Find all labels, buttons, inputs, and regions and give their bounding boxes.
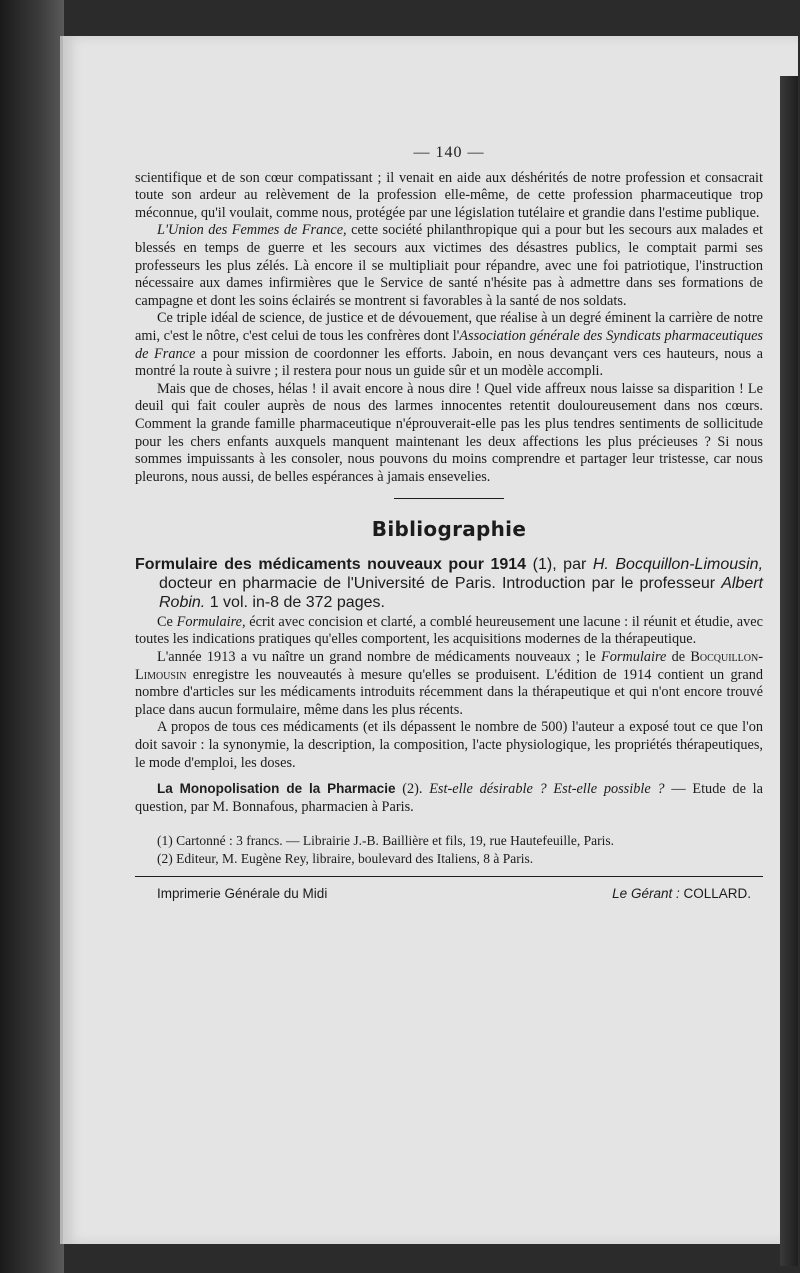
paragraph-3-start: Ce triple idéal de science, de justice et de dévouement, que réalise à un degré éminent la carrière de notre ami, c'est le nôtre, c'est celui de tous les confrères dont l' — [135, 310, 763, 344]
manager-name: COLLARD. — [679, 885, 751, 901]
author-credentials: docteur en pharmacie de l'Université de Paris. Introduction par le professeur — [159, 574, 722, 592]
entry-2-rest: — Etude de la question, par M. Bonnafous, pharmacien à Paris. — [135, 781, 763, 815]
entry-1-paragraph-1 — [135, 614, 763, 649]
paragraph-3 — [135, 310, 763, 380]
para1-a: Ce — [157, 613, 177, 630]
footnotes — [135, 832, 763, 867]
para2-italic: Formulaire — [600, 649, 667, 666]
printer-name: Imprimerie Générale du Midi — [157, 885, 328, 901]
bibliography-entry-2 — [135, 780, 763, 816]
association-italic: Association générale des Syndicats pharmaceutiques de France — [135, 327, 763, 362]
para2-b: de — [666, 649, 691, 666]
manager — [612, 885, 751, 903]
page-edge — [780, 76, 798, 1266]
para2-c: enregistre les nouveautés à mesure qu'elles se produisent. L'édition de 1914 contient un grand nombre d'articles sur les médicaments introduits récemment dans la thérapeutique et qui n'ont encore trouvé place dans aucun formulaire, même dans les plus récents. — [135, 666, 763, 718]
professor-name: Albert Robin. — [159, 574, 763, 611]
bibliography-entry-1-heading — [135, 555, 763, 612]
paragraph-3-end: a pour mission de coordonner les efforts. Jaboin, en nous devançant vers ces hauteurs, nous a montré la route à suivre ; il restera pour nous un guide sûr et un modèle accompli. — [135, 345, 763, 380]
footnote-2: (2) Editeur, M. Eugène Rey, libraire, boulevard des Italiens, 8 à Paris. — [157, 851, 534, 866]
para1-b: écrit avec concision et clarté, a comblé heureusement une lacune : il réunit et étudie, avec toutes les indications pratiques qu'elles comportent, les acquisitions modernes de la thérapeutique. — [135, 613, 763, 648]
para1-italic: Formulaire, — [176, 613, 246, 630]
volume-info: 1 vol. in-8 de 372 pages. — [205, 593, 385, 611]
entry-1-paragraph-3: A propos de tous ces médicaments (et ils dépassent le nombre de 500) l'auteur a exposé tout ce que l'on doit savoir : la synonymie, la description, la composition, l'acte physiologique, les propriétés thérapeutiques, le mode d'emploi, les doses. — [135, 719, 763, 771]
author-small-caps: Bocquillon-Limousin — [135, 649, 763, 683]
manager-label: Le Gérant : — [612, 885, 680, 901]
footnote-1: (1) Cartonné : 3 francs. — Librairie J.-B. Baillière et fils, 19, rue Hautefeuille, Paris. — [157, 833, 614, 849]
formulaire-title: Formulaire des médicaments nouveaux pour 1914 — [135, 555, 527, 573]
entry-1-paragraph-2 — [135, 649, 763, 719]
para2-a: L'année 1913 a vu naître un grand nombre de médicaments nouveaux ; le — [157, 649, 601, 666]
bibliography-title: Bibliographie — [371, 517, 527, 542]
paragraph-1: scientifique et de son cœur compatissant ; il venait en aide aux déshérités de notre profession et consacrait toute son ardeur au relèvement de la profession elle-même, de cette profession pharmaceutique trop méconnue, qu'il voulait, comme nous, protégée par une législation tutélaire et grandie dans l'estime publique. — [135, 169, 763, 221]
paragraph-2 — [135, 222, 763, 310]
paragraph-4: Mais que de choses, hélas ! il avait encore à nous dire ! Quel vide affreux nous laisse sa disparition ! Le deuil qui fait couler auprès de nous des larmes innocentes retentit douloureusement dans nos cœurs. Comment la grande famille pharmaceutique n'éprouverait-elle pas les plus tendres sentiments de sollicitude pour les chers enfants auxquels manquent maintenant les deux affections les plus précieuses ? Si nous sommes impuissants à les consoler, nous pouvons du moins comprendre et partager leur tristesse, car nous pleurons, nous aussi, de belles espérances à jamais ensevelies. — [135, 380, 763, 485]
union-femmes-italic: L'Union des Femmes de France, — [157, 222, 347, 239]
monopolisation-title: La Monopolisation de la Pharmacie — [157, 781, 396, 797]
page-content — [135, 108, 763, 902]
author-name: H. Bocquillon-Limousin, — [592, 555, 764, 573]
page-footer — [135, 877, 763, 903]
by-text: , par — [552, 555, 593, 573]
entry-2-question: Est-elle désirable ? Est-elle possible ? — [429, 781, 665, 798]
footnote-mark-2: (2). — [395, 781, 430, 798]
section-separator — [394, 498, 504, 499]
paragraph-2-text: cette société philanthropique qui a pour but les secours aux malades et blessés en temps de guerre et les secours aux victimes des désastres publics, le comptait parmi ses professeurs les plus zélés. Là encore il se multipliait pour répandre, avec une foi patriotique, l'instruction nécessaire aux dames infirmières que le Service de santé n'hésite pas à admettre dans ses formations de campagne et dont les soins éclairés se montrent si favorables à la santé de nos soldats. — [135, 222, 763, 309]
footnote-mark-1: (1) — [526, 555, 553, 573]
book-spine — [0, 0, 64, 1273]
page-number: — 140 — — [413, 144, 485, 161]
